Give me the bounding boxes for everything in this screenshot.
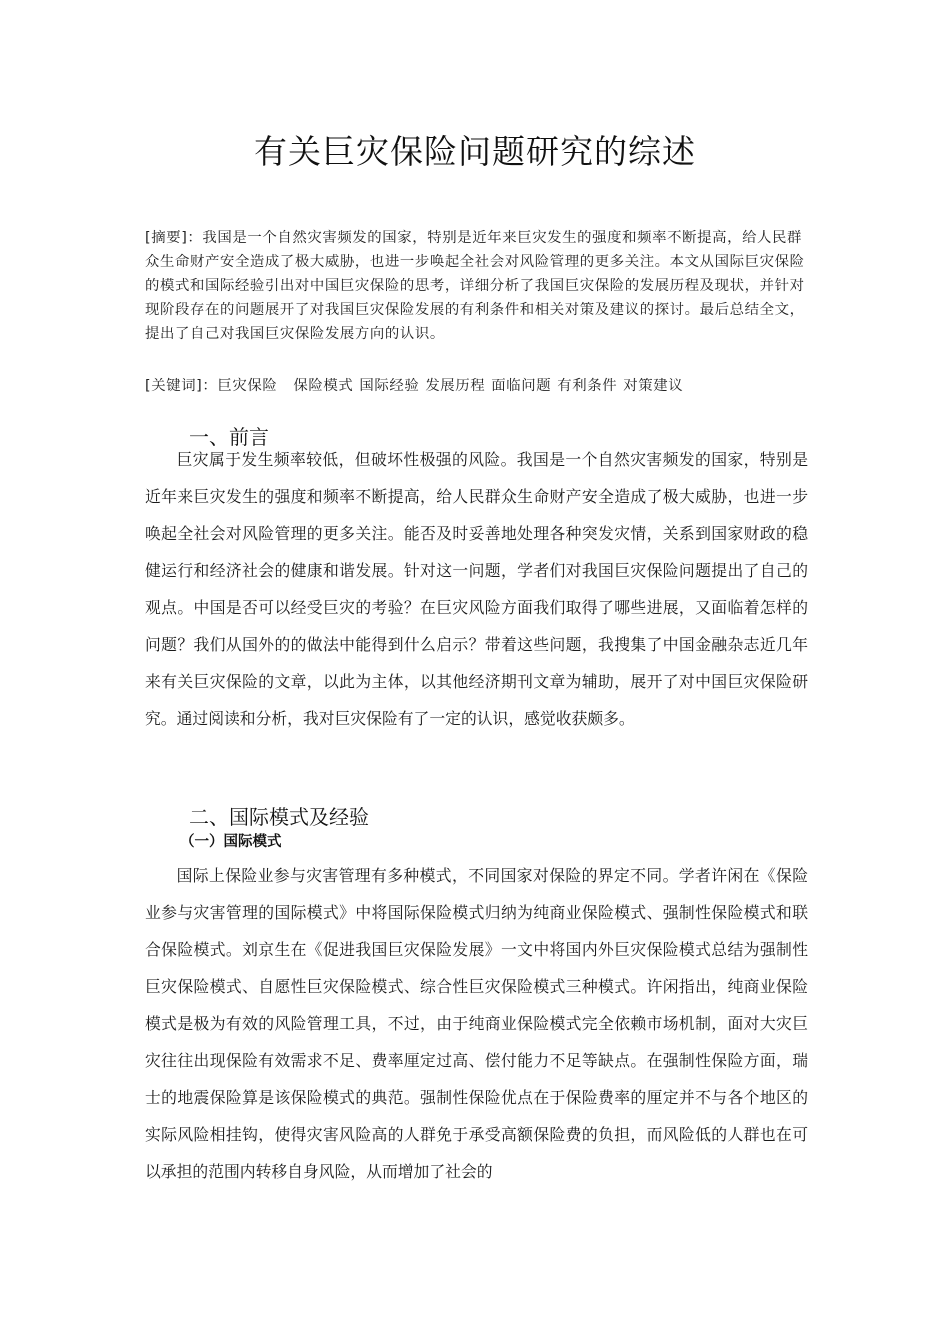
keyword: 面临问题 [491, 378, 552, 394]
section-heading-preface: 一、前言 [189, 425, 269, 449]
keyword: 对策建议 [623, 378, 684, 394]
keywords-label: [关键词]： [145, 378, 218, 394]
section-heading-international: 二、国际模式及经验 [189, 805, 369, 829]
paper-title: 有关巨灾保险问题研究的综述 [254, 132, 696, 171]
subsection-heading-models: （一）国际模式 [180, 834, 282, 850]
preface-paragraph: 巨灾属于发生频率较低，但破坏性极强的风险。我国是一个自然灾害频发的国家，特别是近年来巨灾发生的强度和频率不断提高，给人民群众生命财产安全造成了极大威胁，也进一步唤起全社会对风险管理的更多关注。能否及时妥善地处理各种突发灾情，关系到国家财政的稳健运行和经济社会的健康和谐发展。针对这一问题，学者们对我国巨灾保险问题提出了自己的观点。中国是否可以经受巨灾的考验？在巨灾风险方面我们取得了哪些进展，又面临着怎样的问题？我们从国外的的做法中能得到什么启示？带着这些问题，我搜集了中国金融杂志近几年来有关巨灾保险的文章，以此为主体，以其他经济期刊文章为辅助，展开了对中国巨灾保险研究。通过阅读和分析，我对巨灾保险有了一定的认识，感觉收获颇多。 [145, 450, 808, 728]
abstract: [摘要]：我国是一个自然灾害频发的国家，特别是近年来巨灾发生的强度和频率不断提高，给人民群众生命财产安全造成了极大威胁，也进一步唤起全社会对风险管理的更多关注。本文从国际巨灾保险的模式和国际经验引出对中国巨灾保险的思考，详细分析了我国巨灾保险的发展历程及现状，并针对现阶段存在的问题展开了对我国巨灾保险发展的有利条件和相关对策及建议的探讨。最后总结全文，提出了自己对我国巨灾保险发展方向的认识。 [145, 230, 805, 342]
keywords-line [145, 374, 815, 398]
keyword: 国际经验 [359, 378, 420, 394]
keyword: 巨灾保险 [217, 378, 278, 394]
keyword: 保险模式 [293, 378, 354, 394]
keyword: 有利条件 [557, 378, 618, 394]
models-paragraph: 国际上保险业参与灾害管理有多种模式，不同国家对保险的界定不同。学者许闲在《保险业参与灾害管理的国际模式》中将国际保险模式归纳为纯商业保险模式、强制性保险模式和联合保险模式。刘京生在《促进我国巨灾保险发展》一文中将国内外巨灾保险模式总结为强制性巨灾保险模式、自愿性巨灾保险模式、综合性巨灾保险模式三种模式。许闲指出，纯商业保险模式是极为有效的风险管理工具，不过，由于纯商业保险模式完全依赖市场机制，面对大灾巨灾往往出现保险有效需求不足、费率厘定过高、偿付能力不足等缺点。在强制性保险方面，瑞士的地震保险算是该保险模式的典范。强制性保险优点在于保险费率的厘定并不与各个地区的实际风险相挂钩，使得灾害风险高的人群免于承受高额保险费的负担，而风险低的人群也在可以承担的范围内转移自身风险，从而增加了社会的 [145, 866, 808, 1181]
keyword: 发展历程 [425, 378, 486, 394]
